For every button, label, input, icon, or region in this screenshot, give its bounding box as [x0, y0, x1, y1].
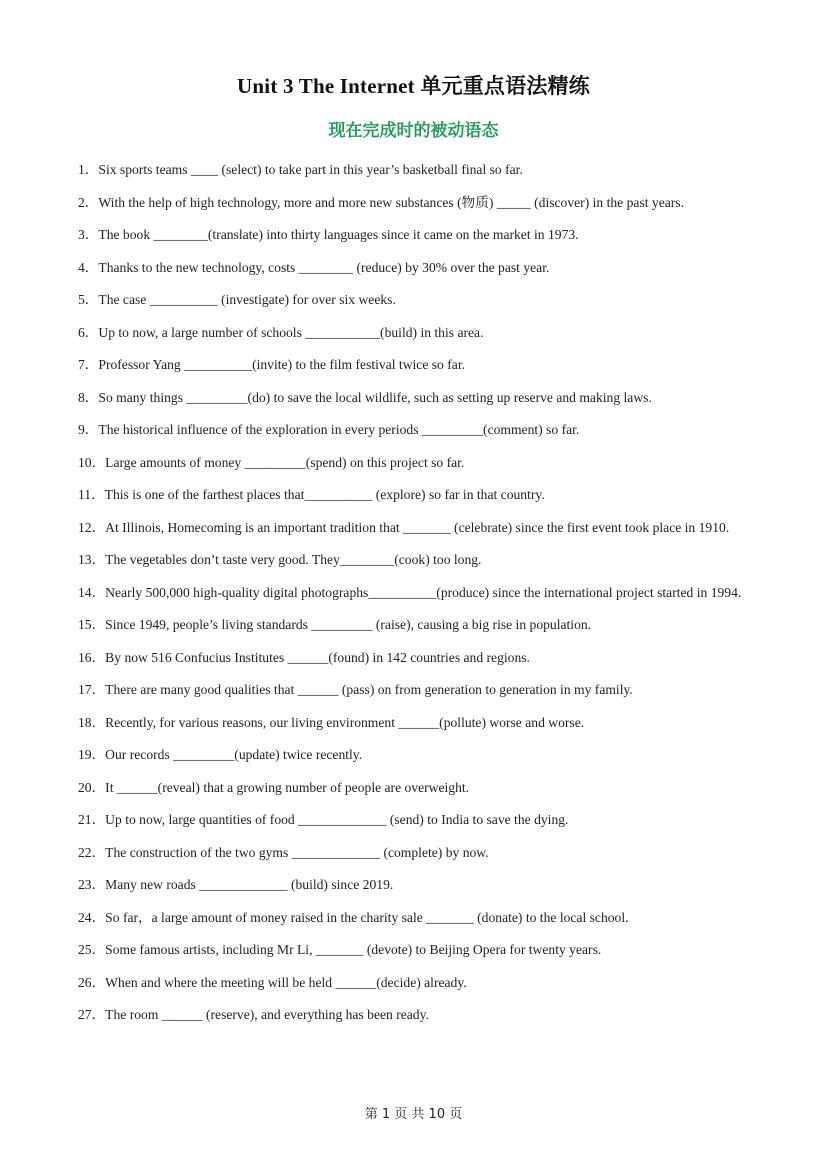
question-item: 19．Our records _________(update) twice recently. [78, 747, 363, 762]
question-item: 4．Thanks to the new technology, costs ________ (reduce) by 30% over the past year. [78, 259, 550, 275]
question-item: 9．The historical influence of the exploration in every periods _________(comment) so far. [78, 422, 580, 437]
question-item: 11．This is one of the farthest places that__________ (explore) so far in that country. [78, 487, 545, 502]
question-item: 13．The vegetables don’t taste very good. They________(cook) too long. [78, 552, 482, 567]
question-item: 3．The book ________(translate) into thirty languages since it came on the market in 1973. [78, 227, 579, 242]
question-item: 22．The construction of the two gyms _____________ (complete) by now. [78, 844, 489, 860]
question-item: 26．When and where the meeting will be held ______(decide) already. [78, 974, 467, 990]
question-item: 7．Professor Yang __________(invite) to the film festival twice so far. [78, 357, 465, 372]
question-list [78, 154, 746, 1032]
section-subtitle: 现在完成时的被动语态 [328, 121, 499, 141]
question-item: 27．The room ______ (reserve), and everything has been ready. [78, 1007, 429, 1022]
question-item: 25．Some famous artists, including Mr Li, _______ (devote) to Beijing Opera for twenty years. [78, 942, 602, 957]
question-item: 2．With the help of high technology, more and more new substances (物质) _____ (discover) in the past years. [78, 194, 684, 210]
page-title: Unit 3 The Internet 单元重点语法精练 [237, 74, 590, 98]
question-item: 18．Recently, for various reasons, our living environment ______(pollute) worse and worse. [78, 714, 585, 730]
question-item: 1．Six sports teams ____ (select) to take part in this year’s basketball final so far. [78, 162, 523, 177]
question-item: 14．Nearly 500,000 high-quality digital photographs__________(produce) since the international project started in 1994. [78, 584, 742, 600]
question-item: 20．It ______(reveal) that a growing number of people are overweight. [78, 779, 470, 795]
question-item: 24．So far，a large amount of money raised in the charity sale _______ (donate) to the local school. [78, 909, 629, 925]
question-item: 6．Up to now, a large number of schools ___________(build) in this area. [78, 324, 484, 340]
question-item: 23．Many new roads _____________ (build) since 2019. [78, 877, 394, 892]
question-item: 16．By now 516 Confucius Institutes ______(found) in 142 countries and regions. [78, 649, 530, 665]
question-item: 17．There are many good qualities that ______ (pass) on from generation to generation in my family. [78, 682, 633, 697]
question-item: 10．Large amounts of money _________(spend) on this project so far. [78, 454, 465, 470]
question-item: 15．Since 1949, people’s living standards _________ (raise), causing a big rise in population. [78, 617, 592, 632]
question-item: 8．So many things _________(do) to save the local wildlife, such as setting up reserve and making laws. [78, 389, 652, 405]
question-item: 12．At Illinois, Homecoming is an important tradition that _______ (celebrate) since the first event took place in 1910. [78, 519, 730, 535]
question-item: 21．Up to now, large quantities of food _____________ (send) to India to save the dying. [78, 812, 569, 827]
question-item: 5．The case __________ (investigate) for over six weeks. [78, 292, 396, 307]
page-footer: 第 1 页 共 10 页 [364, 1107, 463, 1122]
